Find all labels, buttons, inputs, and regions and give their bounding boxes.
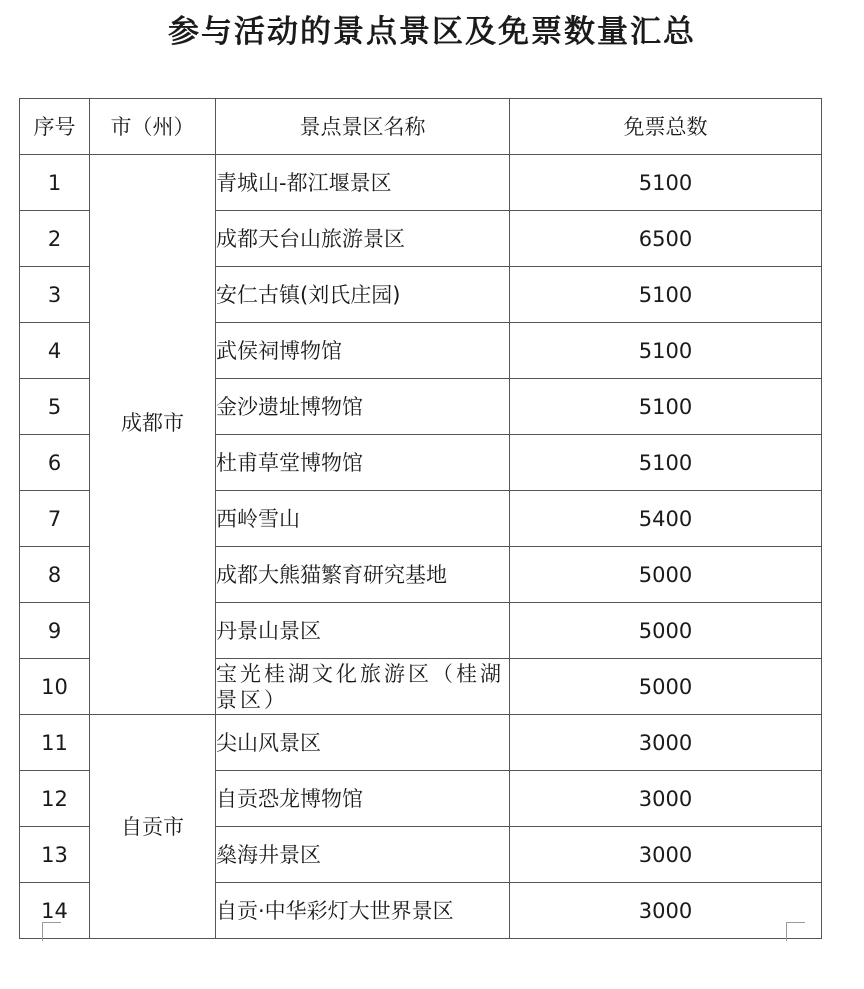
header-city: 市（州） <box>90 99 216 155</box>
city-cell-chengdu: 成都市 <box>90 155 216 715</box>
row-name: 金沙遗址博物馆 <box>216 379 510 435</box>
row-name: 自贡恐龙博物馆 <box>216 771 510 827</box>
row-index: 11 <box>20 715 90 771</box>
row-index: 1 <box>20 155 90 211</box>
row-index: 7 <box>20 491 90 547</box>
table-header-row <box>20 99 822 155</box>
row-count: 5100 <box>510 435 822 491</box>
row-count: 5100 <box>510 379 822 435</box>
row-index: 6 <box>20 435 90 491</box>
row-count: 5000 <box>510 547 822 603</box>
table-row <box>20 155 822 211</box>
row-count: 5400 <box>510 491 822 547</box>
row-name: 杜甫草堂博物馆 <box>216 435 510 491</box>
header-count: 免票总数 <box>510 99 822 155</box>
row-name: 成都大熊猫繁育研究基地 <box>216 547 510 603</box>
header-name: 景点景区名称 <box>216 99 510 155</box>
row-name: 尖山风景区 <box>216 715 510 771</box>
row-count: 3000 <box>510 827 822 883</box>
row-name: 武侯祠博物馆 <box>216 323 510 379</box>
page-title: 参与活动的景点景区及免票数量汇总 <box>168 14 696 50</box>
row-name-wrapped <box>216 659 510 715</box>
row-count: 3000 <box>510 771 822 827</box>
row-index: 8 <box>20 547 90 603</box>
city-cell-zigong: 自贡市 <box>90 715 216 939</box>
row-name: 自贡·中华彩灯大世界景区 <box>216 883 510 939</box>
row-name: 成都天台山旅游景区 <box>216 211 510 267</box>
row-count: 3000 <box>510 883 822 939</box>
row-count: 3000 <box>510 715 822 771</box>
row-name: 西岭雪山 <box>216 491 510 547</box>
row-index: 12 <box>20 771 90 827</box>
row-index: 4 <box>20 323 90 379</box>
row-index: 10 <box>20 659 90 715</box>
crop-corner-mark-left <box>42 922 61 941</box>
row-index: 9 <box>20 603 90 659</box>
table-row <box>20 715 822 771</box>
row-name: 燊海井景区 <box>216 827 510 883</box>
row-count: 5000 <box>510 603 822 659</box>
row-count: 5100 <box>510 155 822 211</box>
row-index: 5 <box>20 379 90 435</box>
row-index: 14 <box>20 883 90 939</box>
row-name: 安仁古镇(刘氏庄园) <box>216 267 510 323</box>
row-index: 3 <box>20 267 90 323</box>
scenic-spot-table <box>19 98 822 939</box>
row-count: 6500 <box>510 211 822 267</box>
row-index: 2 <box>20 211 90 267</box>
crop-corner-mark-right <box>786 922 805 941</box>
row-name: 宝光桂湖文化旅游区（桂湖景区） <box>216 661 504 712</box>
row-name: 青城山-都江堰景区 <box>216 155 510 211</box>
row-name: 丹景山景区 <box>216 603 510 659</box>
row-index: 13 <box>20 827 90 883</box>
row-count: 5100 <box>510 323 822 379</box>
header-index: 序号 <box>20 99 90 155</box>
row-count: 5100 <box>510 267 822 323</box>
row-count: 5000 <box>510 659 822 715</box>
